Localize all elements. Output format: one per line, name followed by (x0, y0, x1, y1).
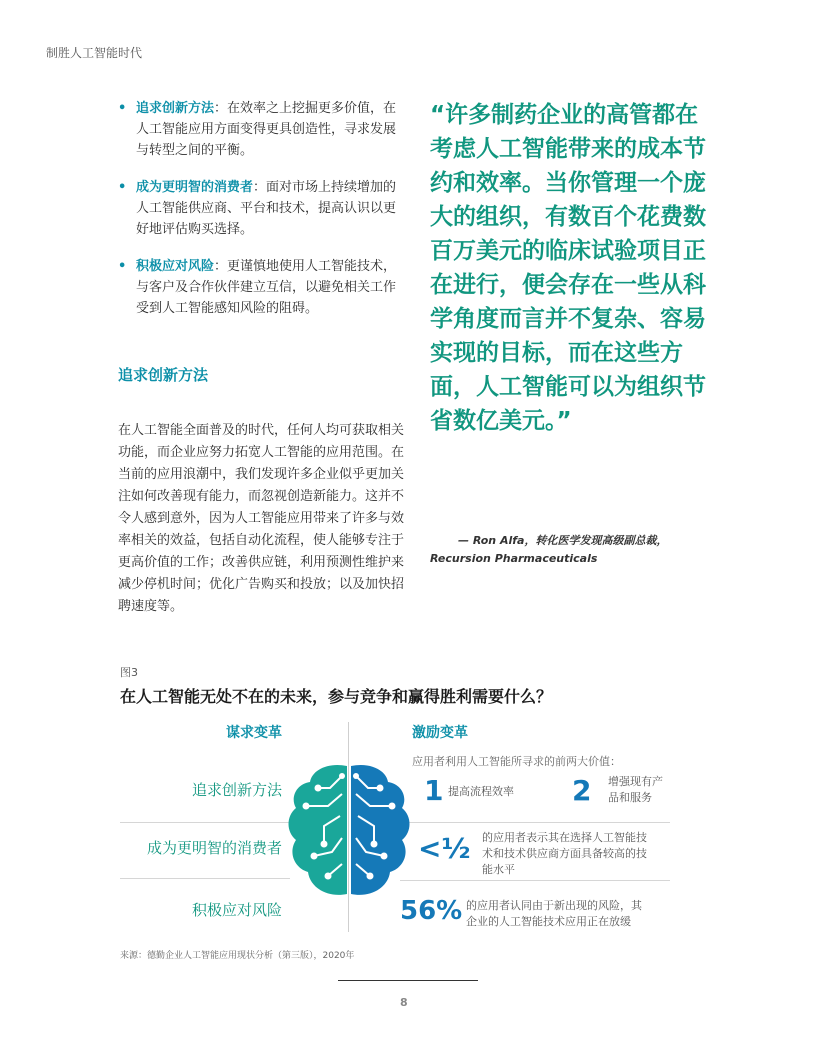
value-2-number: 2 (572, 774, 592, 807)
row-divider (120, 822, 290, 823)
quote-attribution (430, 532, 730, 568)
stat-3-text-line: 的应用者认同由于新出现的风险，其 (466, 899, 642, 912)
bullet-text: 面对市场上持续增加的人工智能供应商、平台和技术，提高认识以更好地评估购买选择。 (136, 180, 397, 237)
bullet-list (108, 98, 398, 335)
value-1-text: 提高流程效率 (448, 785, 514, 798)
stat-3-text (466, 898, 642, 930)
bullet-dot-icon: • (118, 259, 127, 274)
figure-label: 图3 (120, 666, 138, 679)
row-divider (400, 822, 670, 823)
attribution-line-2: Recursion Pharmaceuticals (430, 552, 598, 565)
bullet-text: 在效率之上挖掘更多价值，在人工智能应用方面变得更具创造性，寻求发展与转型之间的平衡。 (136, 101, 397, 158)
left-column-heading: 谋求变革 (226, 725, 282, 741)
bullet-item (108, 256, 398, 319)
attribution-line-1: — Ron Alfa，转化医学发现高级副总裁， (458, 534, 668, 547)
bullet-lead: 追求创新方法 (136, 101, 215, 116)
right-column-heading: 激励变革 (412, 725, 468, 741)
figure-intro: 应用者利用人工智能所寻求的前两大价值： (412, 755, 621, 768)
row-divider (400, 880, 670, 881)
value-2-text (608, 774, 663, 806)
bullet-item (108, 177, 398, 240)
row-label-innovation: 追求创新方法 (191, 781, 282, 799)
bullet-text: 更谨慎地使用人工智能技术，与客户及合作伙伴建立互信，以避免相关工作受到人工智能感知风险的阻碍。 (136, 259, 397, 316)
value-1-number: 1 (424, 774, 444, 807)
row-label-risk: 积极应对风险 (191, 901, 282, 919)
section-title: 追求创新方法 (118, 366, 209, 384)
bullet-dot-icon: • (118, 101, 127, 116)
figure-title: 在人工智能无处不在的未来，参与竞争和赢得胜利需要什么？ (120, 687, 553, 706)
footer-rule (338, 980, 478, 981)
page-number: 8 (400, 996, 408, 1009)
bullet-dot-icon: • (118, 180, 127, 195)
bullet-sep: ： (214, 259, 228, 274)
bullet-sep: ： (253, 180, 267, 195)
section-paragraph: 在人工智能全面普及的时代，任何人均可获取相关功能，而企业应努力拓宽人工智能的应用范围。在当前的应用浪潮中，我们发现许多企业似乎更加关注如何改善现有能力，而忽视创造新能力。这并不令人感到意外，因为人工智能应用带来了许多与效率相关的效益，包括自动化流程，使人能够专注于更高价值的工作；改善供应链，利用预测性维护来减少停机时间；优化广告购买和投放；以及加快招聘速度等。 (118, 423, 405, 614)
stat-2-number: <½ (418, 832, 471, 865)
brain-icon (284, 760, 414, 902)
bullet-sep: ： (214, 101, 228, 116)
row-divider (120, 878, 290, 879)
stat-3-number: 56% (400, 896, 463, 926)
stat-2-text-line: 能水平 (482, 863, 515, 876)
stat-3-text-line: 企业的人工智能技术应用正在放缓 (466, 915, 631, 928)
bullet-lead: 成为更明智的消费者 (136, 180, 254, 195)
stat-2-text-line: 的应用者表示其在选择人工智能技 (482, 831, 647, 844)
row-label-smart-consumer: 成为更明智的消费者 (146, 839, 282, 857)
running-header: 制胜人工智能时代 (46, 46, 143, 60)
pull-quote: “许多制药企业的高管都在考虑人工智能带来的成本节约和效率。当你管理一个庞大的组织，有数百个花费数百万美元的临床试验项目正在进行，便会存在一些从科学角度而言并不复杂、容易实现的目标，而在这些方面，人工智能可以为组织节省数亿美元。” (430, 102, 706, 434)
stat-2-text (482, 830, 647, 878)
value-2-text-line: 增强现有产 (608, 775, 663, 788)
bullet-lead: 积极应对风险 (136, 259, 215, 274)
stat-2-text-line: 术和技术供应商方面具备较高的技 (482, 847, 647, 860)
value-2-text-line: 品和服务 (608, 791, 652, 804)
figure-source: 来源：德勤企业人工智能应用现状分析（第三版），2020年 (120, 951, 355, 961)
bullet-item (108, 98, 398, 161)
